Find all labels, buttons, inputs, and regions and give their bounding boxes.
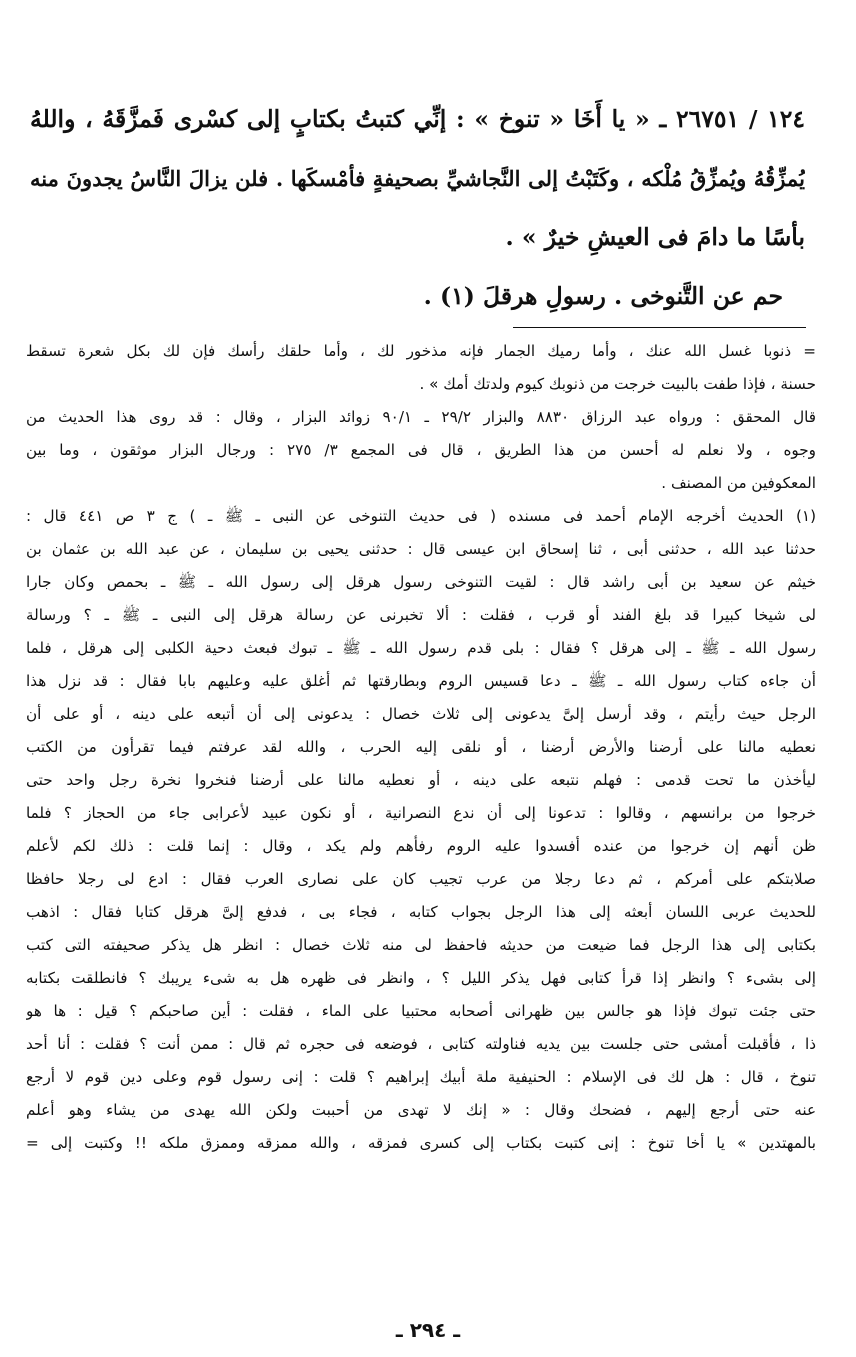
- footnote-line: لى شيخا كبيرا قد بلغ الفند أو قرب ، فقلت : ألا تخبرنى عن رسالة هرقل إلى النبى ـ ﷺ ـ ؟ ورسالة: [26, 606, 816, 624]
- footnote-line: ذا ، فأقبلت أمشى حتى جلست بين يديه فناولته كتابى ، فوضعه فى حجره ثم قال : ممن أنت ؟ فقلت : أنا أحد: [26, 1035, 816, 1053]
- footnote-line: (١) الحديث أخرجه الإمام أحمد فى مسنده ( فى حديث التنوخى عن النبى ـ ﷺ ـ ) ج ٣ ص ٤٤١ قال :: [26, 507, 816, 525]
- footnote-line: وجوه ، ولا نعلم له أحسن من هذا الطريق ، قال فى المجمع ٣/ ٢٧٥ : ورجال البزار موثقون ، وما بين: [26, 441, 816, 459]
- footnote-line: رسول الله ـ ﷺ ـ إلى هرقل ؟ فقال : بلى قدم رسول الله ـ ﷺ ـ تبوك فبعث دحية الكلبى إلى هرقل ، فلما: [26, 639, 816, 657]
- footnote-line: حتى جئت تبوك فإذا هو جالس بين ظهرانى أصحابه محتبيا على الماء ، فقلت : أين صاحبكم ؟ قيل : ها هو: [26, 1002, 816, 1020]
- footnote-line: خرجوا من برانسهم ، وقالوا : تدعونا إلى أن ندع النصرانية ، أو نكون عبيد لأعرابى جاء من الحجاز ؟ فلما: [26, 804, 816, 822]
- footnote-line: المعكوفين من المصنف .: [661, 474, 816, 492]
- footnote-line: ليأخذن ما تحت قدمى : فهلم نتبعه على دينه ، أو نعطيه مالنا على أرضنا فنخروا نخرة رجل واحد حتى: [26, 771, 816, 789]
- footnote-line: بالمهتدين » يا أخا تنوخ : إنى كتبت بكتاب إلى كسرى فمزقه ، والله ممزقه وممزق ملكه !! وكتبت إلى =: [26, 1134, 816, 1152]
- hadith-line-3: بأسًا ما دامَ فى العيشِ خيرٌ » .: [505, 223, 805, 251]
- footnote-line: إلى بشىء ؟ وانظر إذا قرأ كتابى فهل يذكر الليل ؟ ، وانظر فى ظهره هل به شىء يريبك ؟ فانطلقت بكتابه: [26, 969, 816, 987]
- footnotes: [26, 335, 816, 1160]
- hadith-line-1: ١٢٤ / ٢٦٧٥١ ـ « يا أَخَا « تنوخ » : إنِّي كتبتُ بكتابٍ إلى كسْرى فَمزَّقَهُ ، واللهُ: [30, 105, 805, 133]
- footnote-line: بكتابى إلى هذا الرجل فما ضيعت من حديثه فاحفظ لى منه ثلاث خصال : انظر هل يذكر صحيفته التى كتب: [26, 936, 816, 954]
- footnote-line: أن جاءه كتاب رسول الله ـ ﷺ ـ دعا قسيس الروم وبطارقتها ثم أغلق عليه وعليهم بابا فقال : قد نزل هذا: [26, 672, 816, 690]
- footnote-line: = ذنوبا غسل الله عنك ، وأما رميك الجمار فإنه مذخور لك ، وأما حلقك رأسك فإن لك بكل شعرة تسقط: [26, 342, 816, 360]
- footnote-line: للحديث عربى اللسان أبعثه إلى هذا الرجل بجواب كتابه ، فجاء بى ، فدفع إلىَّ هرقل كتابا فقال : اذهب: [26, 903, 816, 921]
- footnote-line: الرجل حيث رأيتم ، وقد أرسل إلىَّ يدعونى إلى ثلاث خصال : يدعونى إلى أن أتبعه على دينه ، أو على أن: [26, 705, 816, 723]
- footnote-line: قال المحقق : ورواه عبد الرزاق ٨٨٣٠ والبزار ٢٩/٢ ـ ٩٠/١ زوائد البزار ، وقال : قد روى هذا الحديث من: [26, 408, 816, 426]
- footnote-line: حسنة ، فإذا طفت بالبيت خرجت من ذنوبك كيوم ولدتك أمك » .: [419, 375, 816, 393]
- footnote-line: تنوخ ، قال : هل لك فى الإسلام : الحنيفية ملة أبيك إبراهيم ؟ قلت : إنى رسول قوم وعلى دين قوم لا أرجع: [26, 1068, 816, 1086]
- hadith-line-2: يُمزِّقُهُ ويُمزِّقُ مُلْكه ، وكَتَبْتُ إلى النَّجاشيِّ بصحيفةٍ فأمْسكَها . فلن يزالَ النَّاسُ يجدونَ منه: [30, 166, 805, 191]
- hadith-text: [30, 90, 805, 326]
- footnote-line: خيثم عن سعيد بن أبى راشد قال : لقيت التنوخى رسول هرقل إلى رسول الله ـ ﷺ ـ بحمص وكان جارا: [26, 573, 816, 591]
- footnote-line: عنه حتى أرجع إليهم ، فضحك وقال : « إنك لا تهدى من أحببت ولكن الله يهدى من يشاء وهو أعلم: [26, 1101, 816, 1119]
- footnote-separator: [513, 327, 806, 328]
- footnote-line: نعطيه مالنا على أرضنا والأرض أرضنا ، أو نلقى إليه الحرب ، والله لقد عرفتم فيما تقرأون من الكتب: [26, 738, 816, 756]
- footnote-line: ظن أنهم إن خرجوا من عنده أفسدوا عليه الروم رفأهم ولم يكد ، وقال : إنما قلت : ذلك لكم لأعلم: [26, 837, 816, 855]
- footnote-line: حدثنا عبد الله ، حدثنى أبى ، ثنا إسحاق ابن عيسى قال : حدثنى يحيى بن سليمان ، عن عبد الله بن عثمان بن: [26, 540, 816, 558]
- page-number: ـ ٢٩٤ ـ: [395, 1318, 461, 1342]
- hadith-source: حم عن التَّنوخى . رسولِ هرقلَ (١) .: [423, 282, 783, 310]
- footnote-line: صلابتكم على أمركم ، ثم دعا رجلا من عرب تجيب كان على نصارى العرب فقال : ادع لى رجلا حافظا: [26, 870, 816, 888]
